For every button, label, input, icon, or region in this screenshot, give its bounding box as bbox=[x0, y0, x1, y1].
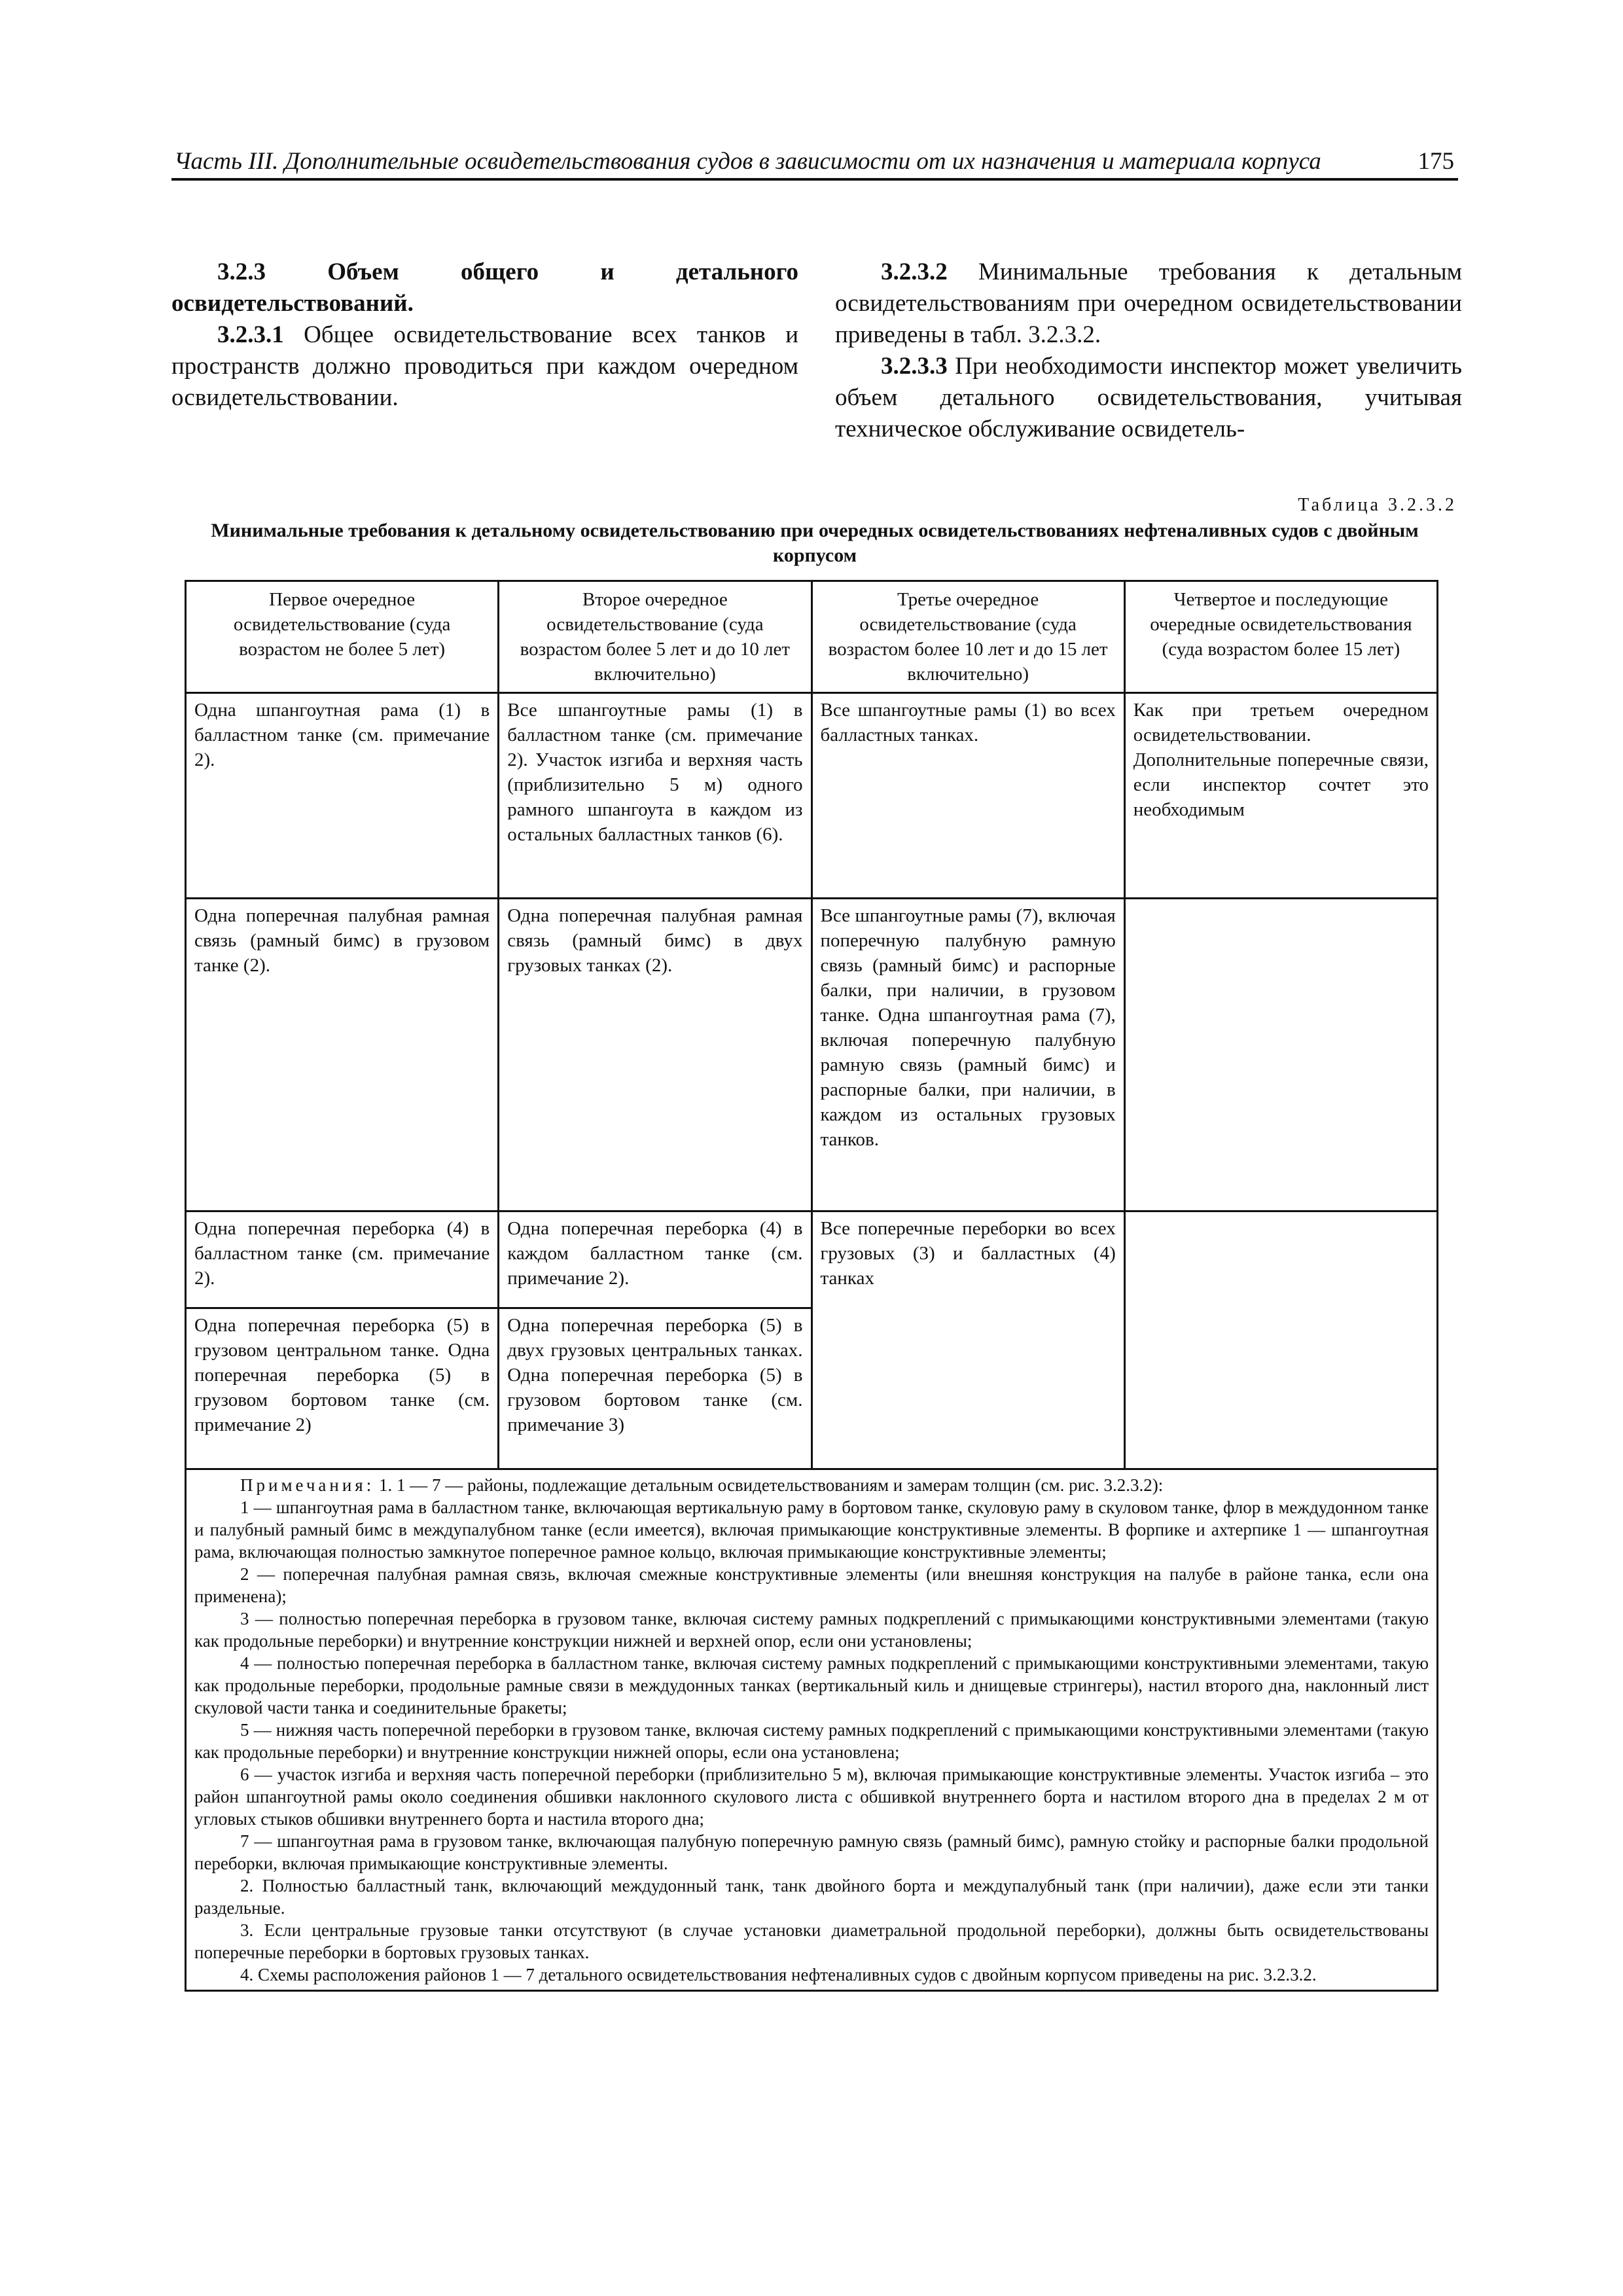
table-row bbox=[186, 1211, 1438, 1308]
note-item: 1 — шпангоутная рама в балластном танке, включающая вертикальную раму в бортовом танке, скуловую раму в скуловом танке, флор в междудонном танке и палубный рамный бимс в междупалубном танке (если имеется), включая примыкающие конструктивные элементы. В форпике и ахтерпике 1 — шпангоутная рама, включающая полностью замкнутое поперечное рамное кольцо, включая примыкающие конструктивные элементы; bbox=[194, 1498, 1429, 1562]
note-item: 2. Полностью балластный танк, включающий междудонный танк, танк двойного борта и междупалубный танк (при наличии), даже если эти танки раздельные. bbox=[194, 1876, 1429, 1918]
note-item: 5 — нижняя часть поперечной переборки в грузовом танке, включая систему рамных подкреплений с примыкающими конструктивными элементами (такую как продольные переборки) и внутренние конструкции нижней опоры, если она установлена; bbox=[194, 1720, 1429, 1762]
notes-intro: Примечания: 1. 1 — 7 — районы, подлежащие детальным освидетельствованиям и замерам толщин (см. рис. 3.2.3.2): bbox=[240, 1475, 1164, 1495]
table-cell: Все шпангоутные рамы (1) во всех балластных танках. bbox=[812, 693, 1124, 899]
note-item: 4. Схемы расположения районов 1 — 7 детального освидетельствования нефтеналивных судов с двойным корпусом приведены на рис. 3.2.3.2. bbox=[240, 1965, 1317, 1984]
table-row bbox=[186, 693, 1438, 899]
table-cell: Все шпангоутные рамы (1) в балластном танке (см. примечание 2). Участок изгиба и верхняя часть (приблизительно 5 м) одного рамного шпангоута в каждом из остальных балластных танков (6). bbox=[499, 693, 812, 899]
table-header-row bbox=[186, 581, 1438, 693]
table-notes-row bbox=[186, 1469, 1438, 1991]
left-column bbox=[171, 257, 798, 414]
paragraph-3-2-3-2: 3.2.3.2 Минимальные требования к детальным освидетельствованиям при очередном освидетельствовании приведены в табл. 3.2.3.2. bbox=[835, 259, 1462, 348]
note-item: 3. Если центральные грузовые танки отсутствуют (в случае установки диаметральной продольной переборки), должны быть освидетельствованы поперечные переборки в бортовых грузовых танках. bbox=[194, 1920, 1429, 1962]
table-cell-empty bbox=[1124, 899, 1437, 1211]
table-header-cell: Первое очередное освидетельствование (суда возрастом не более 5 лет) bbox=[186, 581, 499, 693]
table-row bbox=[186, 899, 1438, 1211]
table-cell: Одна поперечная палубная рамная связь (рамный бимс) в двух грузовых танках (2). bbox=[499, 899, 812, 1211]
note-item: 2 — поперечная палубная рамная связь, включая смежные конструктивные элементы (или внешняя конструкция на палубе в районе танка, если она применена); bbox=[194, 1564, 1429, 1606]
table-cell: Как при третьем очередном освидетельствовании. Дополнительные поперечные связи, если инспектор сочтет это необходимым bbox=[1124, 693, 1437, 899]
running-header-title: Часть III. Дополнительные освидетельствования судов в зависимости от их назначения и материала корпуса bbox=[174, 148, 1321, 175]
running-header bbox=[171, 143, 1458, 181]
table-cell: Одна поперечная переборка (4) в балластном танке (см. примечание 2). bbox=[186, 1211, 499, 1308]
note-item: 7 — шпангоутная рама в грузовом танке, включающая палубную поперечную рамную связь (рамный бимс), рамную стойку и распорные балки продольной переборки, включая примыкающие конструктивные элементы. bbox=[194, 1831, 1429, 1873]
table-cell: Одна поперечная переборка (4) в каждом балластном танке (см. примечание 2). bbox=[499, 1211, 812, 1308]
section-heading: 3.2.3 Объем общего и детального освидетельствований. bbox=[171, 259, 798, 317]
table-label: Таблица 3.2.3.2 bbox=[1298, 495, 1457, 515]
table-header-cell: Четвертое и последующие очередные освидетельствования (суда возрастом более 15 лет) bbox=[1124, 581, 1437, 693]
paragraph-3-2-3-1: 3.2.3.1 Общее освидетельствование всех танков и пространств должно проводиться при каждом очередном освидетельствовании. bbox=[171, 321, 798, 411]
page-number: 175 bbox=[1418, 148, 1454, 175]
note-item: 6 — участок изгиба и верхняя часть поперечной переборки (приблизительно 5 м), включая примыкающие конструктивные элементы. Участок изгиба – это район шпангоутной рамы около соединения обшивки наклонного скулового листа с обшивкой внутреннего борта и настилом второго дна в пределах 2 м от угловых стыков обшивки внутреннего борта и настила второго дна; bbox=[194, 1765, 1429, 1829]
note-item: 4 — полностью поперечная переборка в балластном танке, включая систему рамных подкреплений с примыкающими конструктивными элементами, такую как продольные переборки, продольные рамные связи в междудонных танках (вертикальный киль и днищевые стрингеры), настил второго дна, наклонный лист скуловой части танка и соединительные бракеты; bbox=[194, 1653, 1429, 1717]
requirements-table bbox=[185, 580, 1438, 1992]
table-notes bbox=[186, 1469, 1438, 1991]
table-header-cell: Второе очередное освидетельствование (суда возрастом более 5 лет и до 10 лет включительно) bbox=[499, 581, 812, 693]
table-cell: Одна поперечная палубная рамная связь (рамный бимс) в грузовом танке (2). bbox=[186, 899, 499, 1211]
table-cell: Все поперечные переборки во всех грузовых (3) и балластных (4) танках bbox=[812, 1211, 1124, 1469]
table-header-cell: Третье очередное освидетельствование (суда возрастом более 10 лет и до 15 лет включительно) bbox=[812, 581, 1124, 693]
table-caption: Минимальные требования к детальному освидетельствованию при очередных освидетельствованиях нефтеналивных судов с двойным корпусом bbox=[211, 520, 1419, 566]
table-cell: Все шпангоутные рамы (7), включая поперечную палубную рамную связь (рамный бимс) и распорные балки, при наличии, в грузовом танке. Одна шпангоутная рама (7), включая поперечную палубную рамную связь (рамный бимс) и распорные балки, при наличии, в каждом из остальных грузовых танков. bbox=[812, 899, 1124, 1211]
right-column bbox=[835, 257, 1462, 445]
table-cell-empty bbox=[1124, 1211, 1437, 1469]
table-cell: Одна поперечная переборка (5) в грузовом центральном танке. Одна поперечная переборка (5) в грузовом бортовом танке (см. примечание 2) bbox=[186, 1308, 499, 1469]
table-cell: Одна шпангоутная рама (1) в балластном танке (см. примечание 2). bbox=[186, 693, 499, 899]
paragraph-3-2-3-3: 3.2.3.3 При необходимости инспектор может увеличить объем детального освидетельствования, учитывая техническое обслуживание освидетель- bbox=[835, 353, 1462, 442]
table-cell: Одна поперечная переборка (5) в двух грузовых центральных танках. Одна поперечная переборка (5) в грузовом бортовом танке (см. примечание 3) bbox=[499, 1308, 812, 1469]
note-item: 3 — полностью поперечная переборка в грузовом танке, включая систему рамных подкреплений с примыкающими конструктивными элементами (такую как продольные переборки) и внутренние конструкции нижней и верхней опор, если они установлены; bbox=[194, 1609, 1429, 1651]
